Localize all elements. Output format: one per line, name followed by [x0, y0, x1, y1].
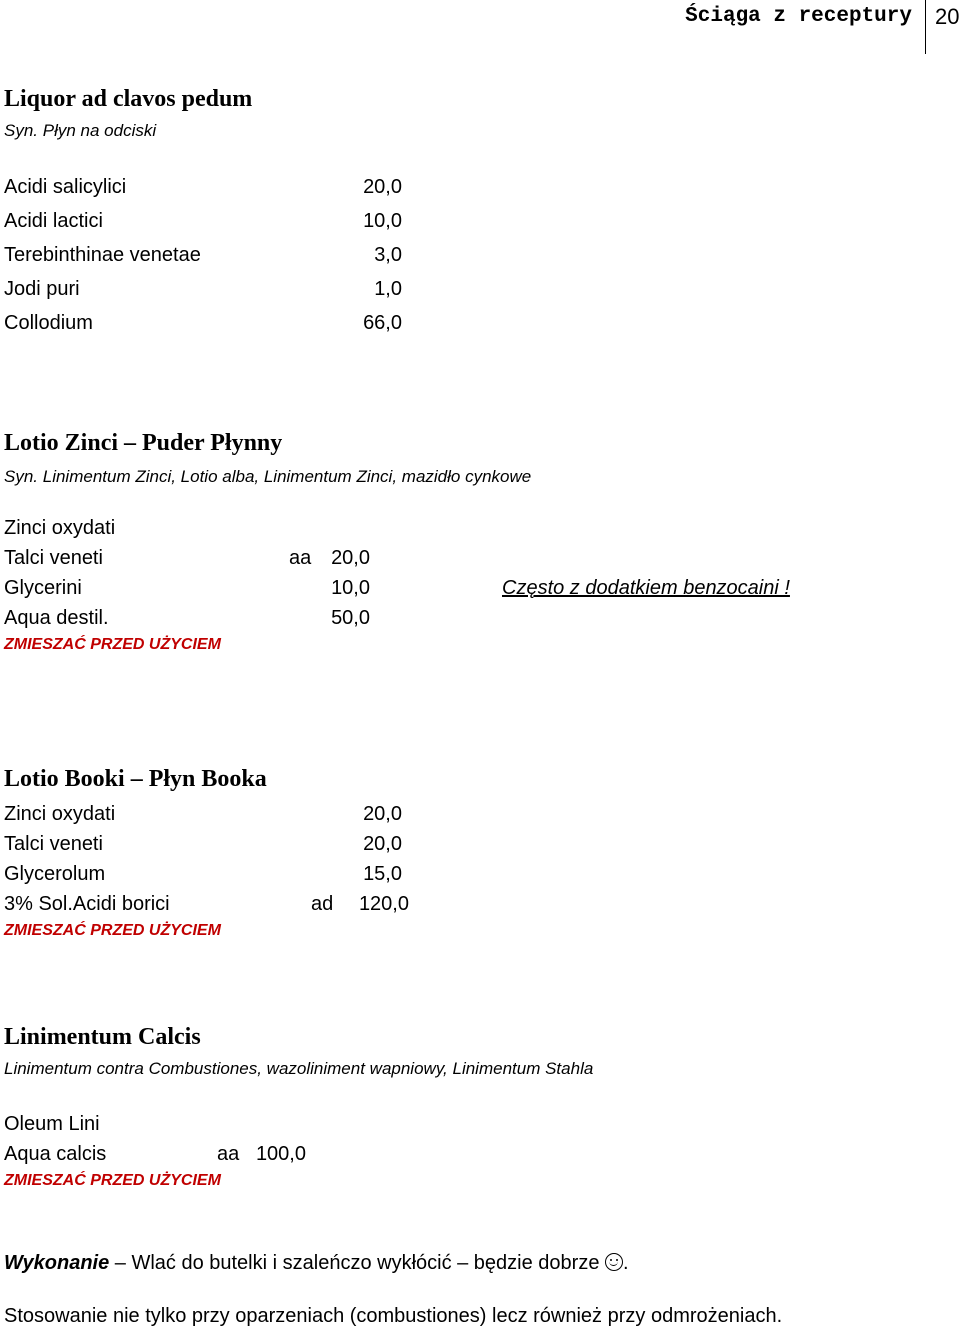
ingredient-amount: 66,0: [363, 312, 402, 334]
page-number: 20: [935, 4, 960, 29]
section-synonyms: Linimentum contra Combustiones, wazoliniment wapniowy, Linimentum Stahla: [4, 1059, 594, 1078]
preparation-label: Wykonanie: [4, 1252, 110, 1274]
ingredient-name: Oleum Lini: [4, 1113, 100, 1135]
mix-warning: ZMIESZAĆ PRZED UŻYCIEM: [4, 922, 221, 939]
smiley-icon: [605, 1253, 623, 1271]
ingredient-amount: 20,0: [363, 803, 402, 825]
usage-note: Stosowanie nie tylko przy oparzeniach (combustiones) lecz również przy odmrożeniach.: [4, 1305, 783, 1327]
ingredient-amount: 10,0: [331, 577, 370, 599]
ingredient-name: Jodi puri: [4, 278, 80, 300]
ingredient-name: Aqua destil.: [4, 607, 109, 629]
preparation-line: [4, 1252, 629, 1275]
ingredient-name: Acidi salicylici: [4, 176, 127, 198]
section-synonyms: Syn. Płyn na odciski: [4, 121, 157, 140]
section-title: Liquor ad clavos pedum: [4, 86, 253, 112]
ingredient-amount: 20,0: [363, 176, 402, 198]
ingredient-name: Talci veneti: [4, 833, 103, 855]
ingredient-amount: 15,0: [363, 863, 402, 885]
ingredient-qualifier: aa: [217, 1143, 240, 1165]
section-title: Lotio Zinci – Puder Płynny: [4, 430, 283, 456]
ingredient-name: Acidi lactici: [4, 210, 103, 232]
ingredient-name: Aqua calcis: [4, 1143, 107, 1165]
mix-warning: ZMIESZAĆ PRZED UŻYCIEM: [4, 1172, 221, 1189]
ingredient-name: 3% Sol.Acidi borici: [4, 893, 170, 915]
section-title: Linimentum Calcis: [4, 1024, 201, 1050]
ingredient-amount: 50,0: [331, 607, 370, 629]
ingredient-name: Talci veneti: [4, 547, 103, 569]
ingredient-amount: 100,0: [255, 1143, 306, 1165]
ingredient-qualifier: ad: [311, 893, 334, 915]
mix-warning: ZMIESZAĆ PRZED UŻYCIEM: [4, 636, 221, 653]
running-header-title: Ściąga z receptury: [685, 5, 912, 28]
recipe-note: Często z dodatkiem benzocaini !: [502, 577, 790, 599]
preparation-end: .: [623, 1252, 629, 1274]
ingredient-name: Zinci oxydati: [4, 517, 116, 539]
ingredient-amount: 3,0: [374, 244, 402, 266]
preparation-text: – Wlać do butelki i szaleńczo wykłócić – będzie dobrze: [109, 1252, 606, 1274]
ingredient-name: Glycerini: [4, 577, 82, 599]
ingredient-amount: 1,0: [374, 278, 402, 300]
ingredient-amount: 20,0: [363, 833, 402, 855]
ingredient-qualifier: aa: [289, 547, 312, 569]
section-title: Lotio Booki – Płyn Booka: [4, 766, 267, 792]
section-synonyms: Syn. Linimentum Zinci, Lotio alba, Linimentum Zinci, mazidło cynkowe: [4, 467, 532, 486]
ingredient-amount: 10,0: [363, 210, 402, 232]
ingredient-name: Glycerolum: [4, 863, 106, 885]
ingredient-amount: 120,0: [358, 893, 409, 915]
ingredient-name: Zinci oxydati: [4, 803, 116, 825]
ingredient-name: Collodium: [4, 312, 93, 334]
ingredient-amount: 20,0: [331, 547, 370, 569]
header-divider: [925, 0, 926, 54]
ingredient-name: Terebinthinae venetae: [4, 244, 201, 266]
